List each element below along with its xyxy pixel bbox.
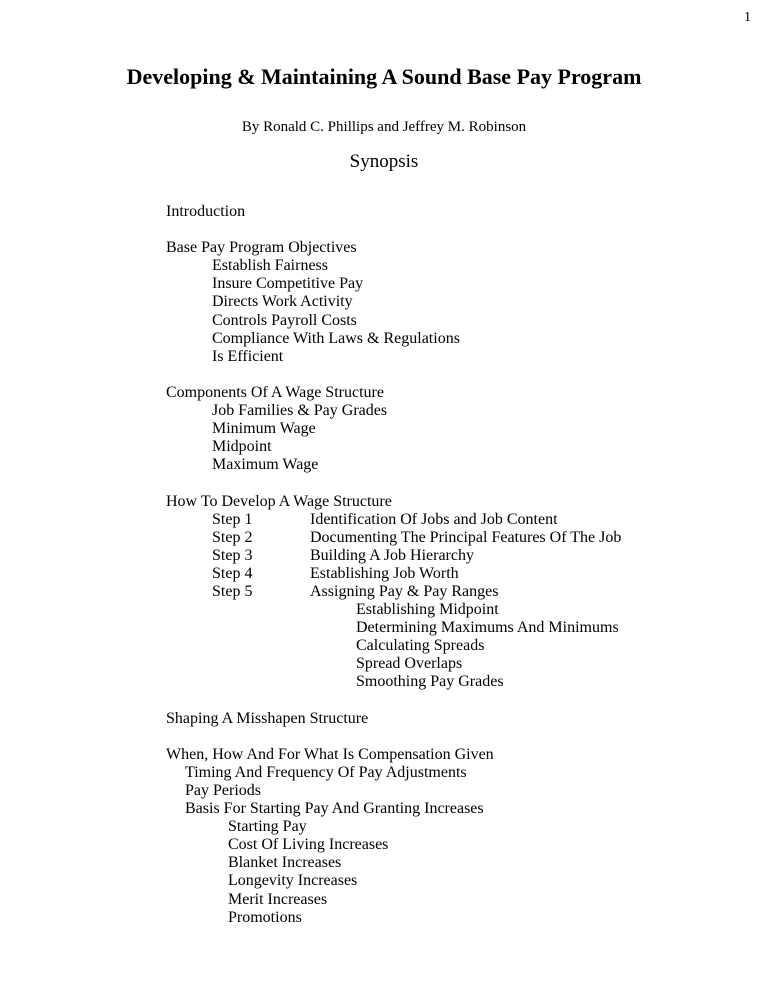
sub-item: Calculating Spreads xyxy=(356,637,485,655)
synopsis-heading: Synopsis xyxy=(349,151,419,172)
step-label: Step 1 xyxy=(212,510,253,528)
list-item: Directs Work Activity xyxy=(212,293,353,311)
step-row xyxy=(166,529,621,547)
step-label: Step 2 xyxy=(212,528,253,546)
step-label: Step 3 xyxy=(212,546,253,564)
step-text: Establishing Job Worth xyxy=(310,564,459,582)
list-item: Is Efficient xyxy=(212,347,284,365)
sub-item: Longevity Increases xyxy=(228,872,358,890)
step-text: Building A Job Hierarchy xyxy=(310,546,474,564)
sub-item: Determining Maximums And Minimums xyxy=(356,619,619,637)
section-heading: Components Of A Wage Structure xyxy=(166,383,384,401)
section-heading: When, How And For What Is Compensation Given xyxy=(166,745,494,763)
sub-item: Cost Of Living Increases xyxy=(228,836,389,854)
section-introduction: Introduction xyxy=(166,203,246,220)
list-item: Maximum Wage xyxy=(212,456,319,474)
list-item: Midpoint xyxy=(212,438,272,456)
section-heading: How To Develop A Wage Structure xyxy=(166,492,392,510)
list-item: Basis For Starting Pay And Granting Increases xyxy=(185,800,484,818)
byline: By Ronald C. Phillips and Jeffrey M. Robinson xyxy=(241,119,527,135)
sub-item: Merit Increases xyxy=(228,890,328,908)
synopsis-outline xyxy=(166,203,621,927)
sub-item: Promotions xyxy=(228,908,302,926)
section-shaping: Shaping A Misshapen Structure xyxy=(166,709,369,727)
step-row xyxy=(166,583,621,601)
sub-item: Smoothing Pay Grades xyxy=(356,673,504,691)
page-number: 1 xyxy=(744,10,751,25)
list-item: Compliance With Laws & Regulations xyxy=(212,329,460,347)
step-text: Assigning Pay & Pay Ranges xyxy=(310,582,499,600)
step-label: Step 4 xyxy=(212,564,253,582)
document-title: Developing & Maintaining A Sound Base Pay Program xyxy=(126,64,642,89)
list-item: Establish Fairness xyxy=(212,257,328,275)
list-item: Job Families & Pay Grades xyxy=(212,402,388,420)
step-text: Documenting The Principal Features Of The Job xyxy=(310,528,622,546)
step-label: Step 5 xyxy=(212,582,253,600)
sub-item: Blanket Increases xyxy=(228,854,342,872)
sub-item: Starting Pay xyxy=(228,818,307,836)
step-text: Identification Of Jobs and Job Content xyxy=(310,510,558,528)
step-row xyxy=(166,547,621,565)
step-row xyxy=(166,511,621,529)
list-item: Controls Payroll Costs xyxy=(212,311,357,329)
list-item: Insure Competitive Pay xyxy=(212,275,364,293)
section-heading: Base Pay Program Objectives xyxy=(166,239,357,257)
list-item: Minimum Wage xyxy=(212,420,316,438)
step-row xyxy=(166,565,621,583)
sub-item: Establishing Midpoint xyxy=(356,601,499,619)
list-item: Timing And Frequency Of Pay Adjustments xyxy=(185,763,467,781)
list-item: Pay Periods xyxy=(185,782,261,799)
sub-item: Spread Overlaps xyxy=(356,655,463,673)
